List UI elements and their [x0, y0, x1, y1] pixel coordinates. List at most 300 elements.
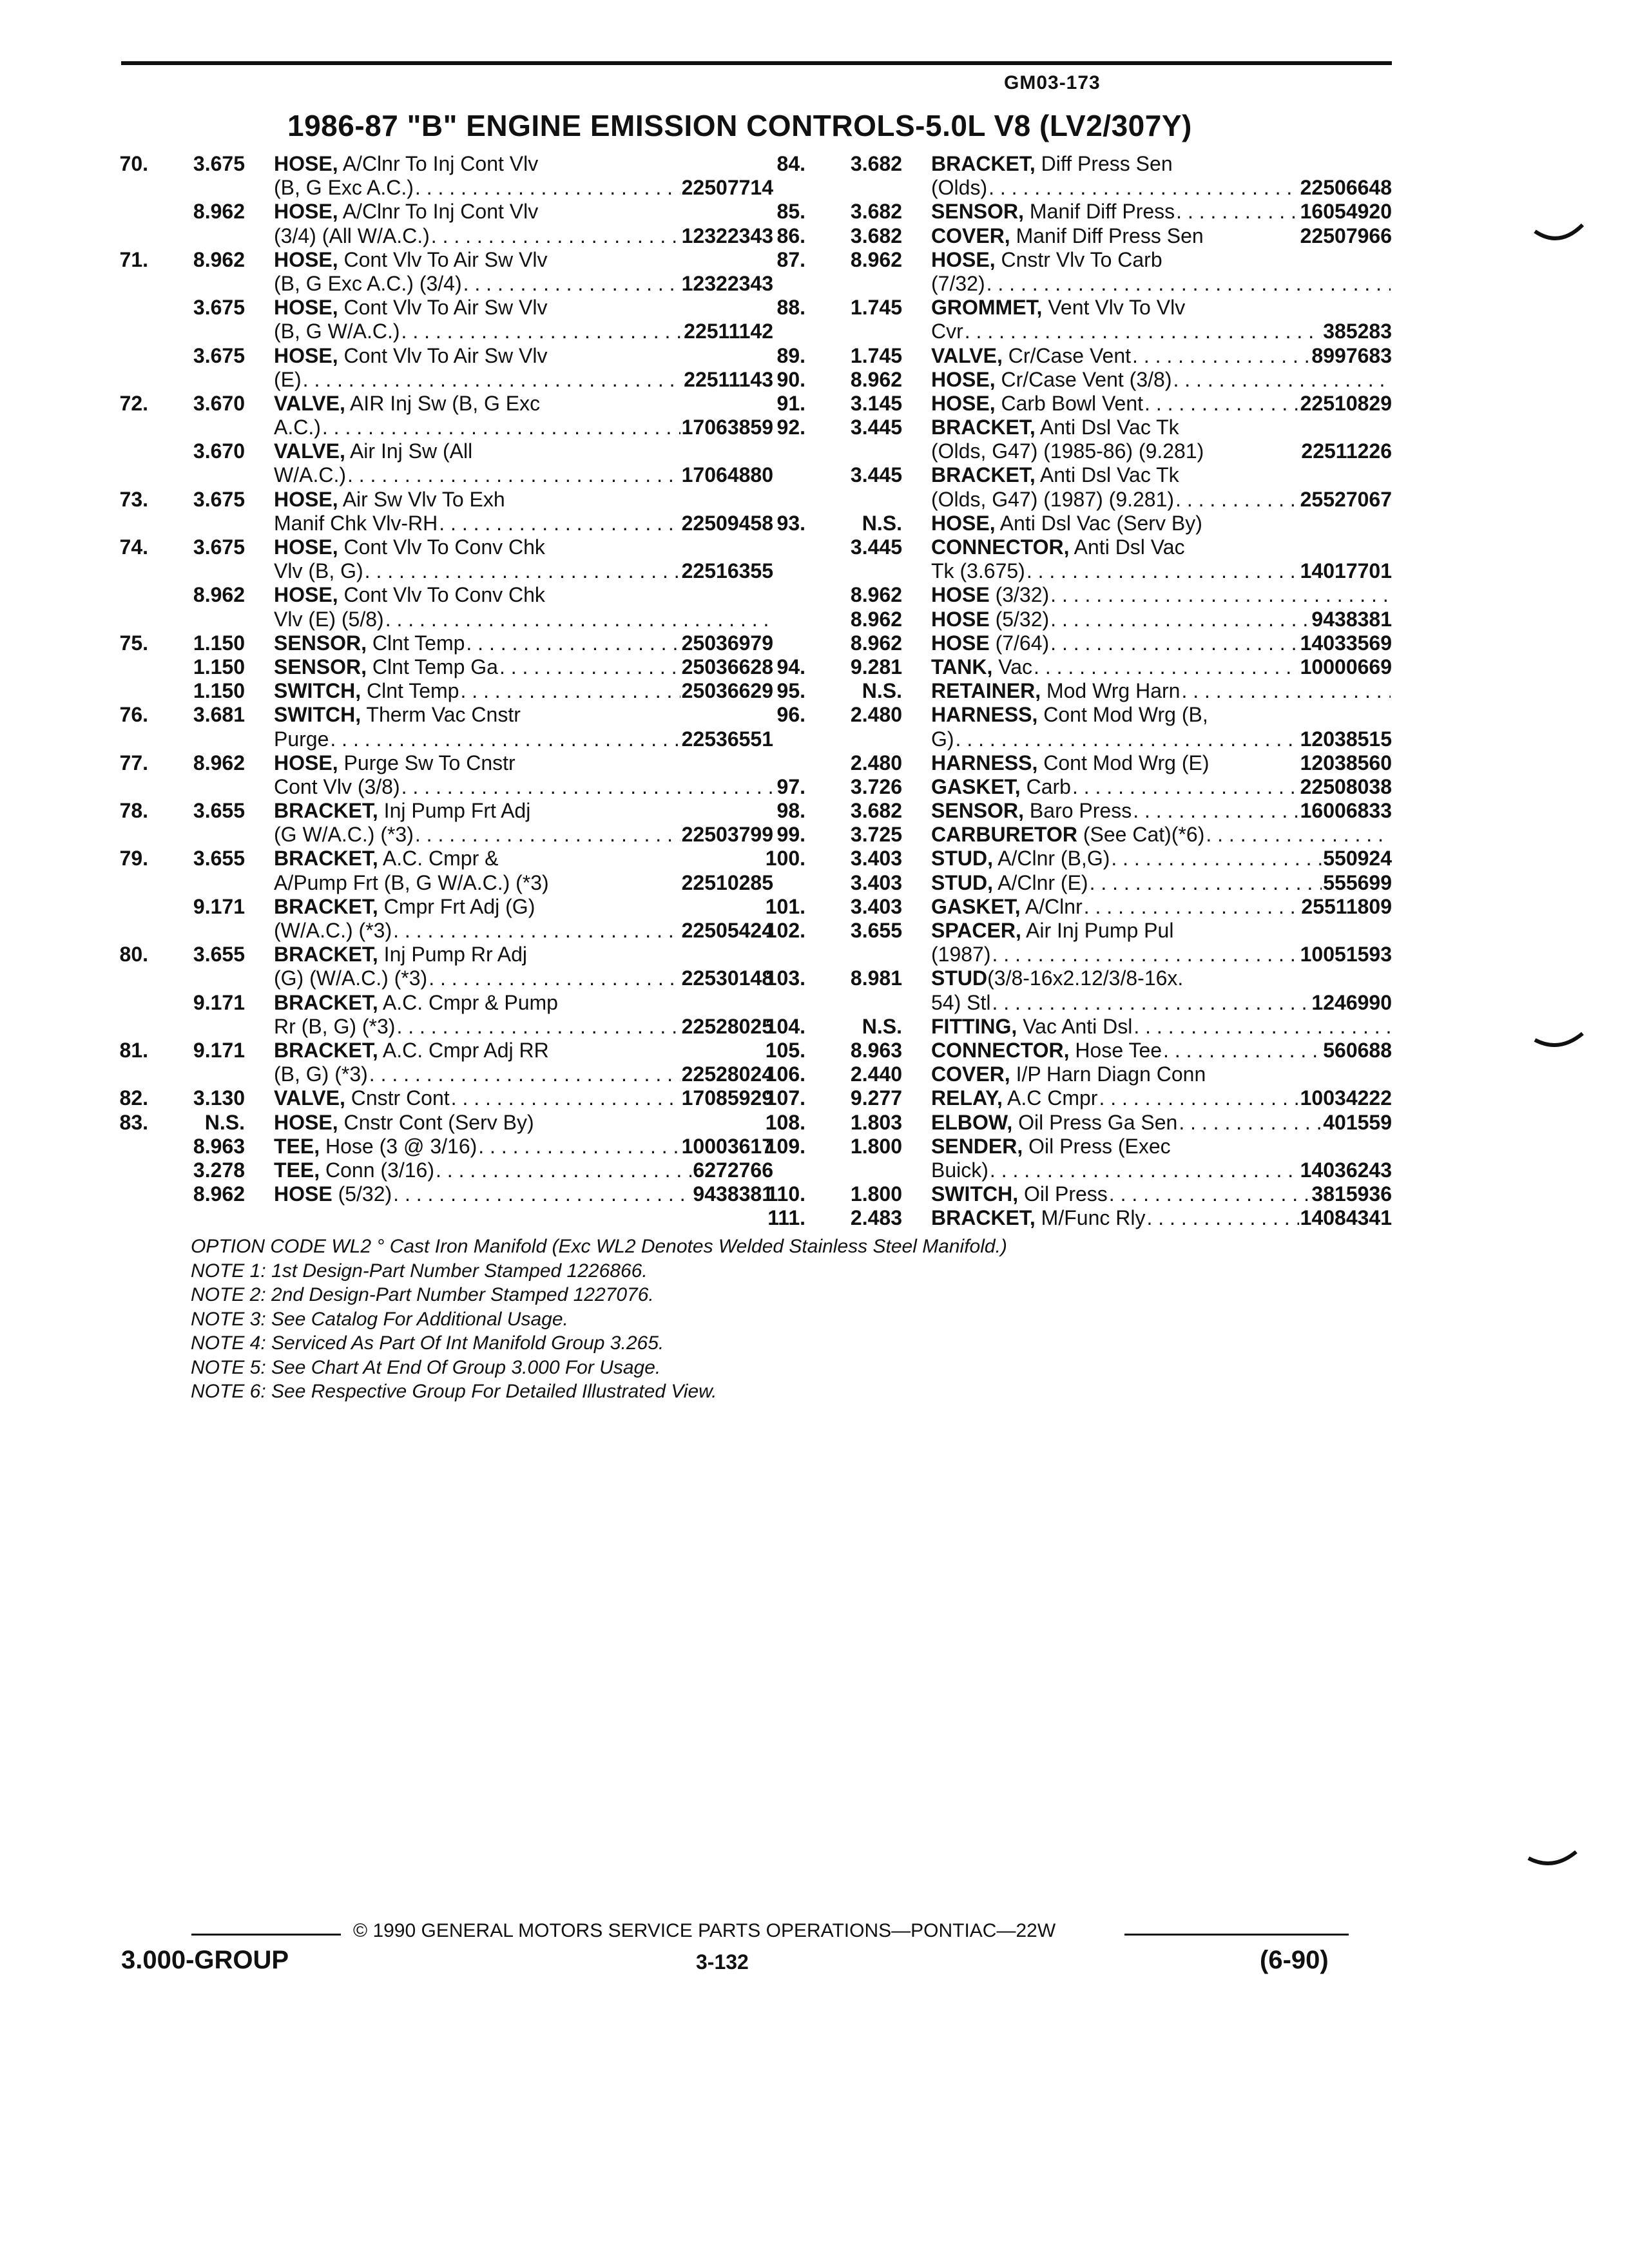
group-number: 3.278 [193, 1158, 245, 1182]
description-text: TEE, Conn (3/16) [274, 1158, 434, 1182]
group-number: 1.745 [850, 343, 902, 367]
ref-number: 103. [765, 966, 805, 990]
part-line [103, 1062, 773, 1086]
page-number: 3-132 [696, 1950, 749, 1974]
part-line [760, 943, 1392, 966]
part-line [760, 200, 1392, 224]
part-line [760, 895, 1392, 919]
group-number: 3.675 [193, 152, 245, 175]
group-number: 3.675 [193, 535, 245, 559]
part-line [760, 1086, 1392, 1110]
part-description [274, 608, 773, 631]
part-description [274, 919, 773, 943]
ref-number: 88. [776, 296, 805, 320]
group-number: 8.962 [193, 247, 245, 271]
part-description [274, 775, 773, 799]
dot-leader [401, 775, 772, 799]
ref-number: 76. [119, 703, 148, 727]
part-line [103, 799, 773, 823]
part-number: 22506648 [1300, 176, 1392, 200]
dot-leader [1050, 608, 1310, 631]
group-number: 3.655 [850, 919, 902, 942]
part-number: 1246990 [1311, 990, 1392, 1014]
description-text: HOSE, Cont Vlv To Air Sw Vlv [274, 343, 548, 367]
description-text: Buick) [931, 1158, 988, 1182]
description-text: VALVE, Cr/Case Vent [931, 343, 1132, 367]
description-text: COVER, Manif Diff Press Sen [931, 224, 1204, 247]
part-description [931, 1206, 1392, 1230]
part-line [103, 200, 773, 224]
note-line: OPTION CODE WL2 ° Cast Iron Manifold (Exc WL2 Denotes Welded Stainless Steel Manifold.) [191, 1236, 1007, 1257]
group-number: 8.962 [850, 247, 902, 271]
part-number: 25036628 [681, 655, 773, 678]
description-text: HOSE, A/Clnr To Inj Cont Vlv [274, 152, 539, 175]
part-description [931, 176, 1392, 200]
part-number: 12038515 [1300, 727, 1392, 751]
description-text: (G) (W/A.C.) (*3) [274, 966, 428, 990]
part-number: 22511143 [684, 367, 773, 391]
part-line [760, 535, 1392, 559]
part-description [931, 679, 1392, 703]
ref-number: 92. [776, 416, 805, 439]
part-description [274, 679, 773, 703]
part-line [103, 631, 773, 655]
ref-number: 81. [119, 1038, 148, 1062]
part-line [760, 631, 1392, 655]
part-description [931, 583, 1392, 607]
ref-number: 71. [119, 247, 148, 271]
footer-rule-right [1124, 1934, 1349, 1936]
part-line [760, 463, 1392, 487]
part-number: 16054920 [1300, 200, 1392, 224]
part-line [760, 1158, 1392, 1182]
part-description [931, 727, 1392, 751]
description-text: CONNECTOR, Hose Tee [931, 1038, 1162, 1062]
description-text: SWITCH, Therm Vac Cnstr [274, 703, 521, 727]
ref-number: 101. [765, 894, 805, 918]
part-number: 9438381 [1311, 607, 1392, 631]
description-text: BRACKET, Anti Dsl Vac Tk [931, 463, 1179, 487]
part-number: 22528024 [681, 1062, 773, 1086]
part-description [274, 176, 773, 200]
ref-number: 89. [776, 343, 805, 367]
ref-number: 85. [776, 200, 805, 224]
dot-leader [1163, 1039, 1322, 1062]
group-number: 8.962 [193, 751, 245, 774]
part-number: 25511809 [1301, 894, 1392, 918]
part-number: 16006833 [1300, 799, 1392, 823]
top-rule [121, 61, 1392, 65]
part-line [103, 943, 773, 966]
description-text: Cont Vlv (3/8) [274, 774, 400, 798]
dot-leader [303, 368, 683, 392]
description-text: BRACKET, A.C. Cmpr & Pump [274, 990, 558, 1014]
part-line [103, 272, 773, 296]
description-text: ELBOW, Oil Press Ga Sen [931, 1110, 1178, 1134]
group-number: 8.962 [193, 583, 245, 607]
part-description [931, 871, 1392, 895]
description-text: STUD, A/Clnr (E) [931, 870, 1088, 894]
part-number: 22510829 [1300, 391, 1392, 415]
part-description [274, 272, 773, 296]
description-text: HOSE, Anti Dsl Vac (Serv By) [931, 511, 1202, 535]
dot-leader [460, 679, 680, 703]
part-description [274, 655, 773, 679]
group-number: 9.171 [193, 1038, 245, 1062]
part-line [760, 1015, 1392, 1039]
description-text: (7/32) [931, 271, 985, 295]
part-line [103, 919, 773, 943]
part-description [274, 751, 773, 775]
group-number: 3.670 [193, 439, 245, 463]
part-description [931, 895, 1392, 919]
part-line [103, 152, 773, 176]
part-number: 22507714 [681, 176, 773, 200]
part-line [103, 871, 773, 895]
part-line [760, 583, 1392, 607]
dot-leader [1027, 559, 1299, 583]
description-text: HOSE, Cont Vlv To Air Sw Vlv [274, 296, 548, 320]
part-description [274, 512, 773, 535]
note-line: NOTE 2: 2nd Design-Part Number Stamped 1227076. [191, 1284, 654, 1305]
group-label: 3.000-GROUP [121, 1946, 289, 1974]
part-line [760, 320, 1392, 343]
parts-column-left [103, 152, 773, 1206]
ref-number: 111. [767, 1206, 805, 1230]
ref-number: 105. [765, 1038, 805, 1062]
part-description [931, 296, 1392, 320]
part-number: 401559 [1323, 1110, 1392, 1134]
description-text: Cvr [931, 320, 963, 343]
part-line [103, 895, 773, 919]
part-line [103, 703, 773, 727]
part-line [760, 272, 1392, 296]
part-description [931, 751, 1392, 775]
group-number: 3.445 [850, 535, 902, 559]
part-number: 17063859 [681, 416, 773, 439]
group-number: 3.655 [193, 847, 245, 870]
part-number: 14033569 [1300, 631, 1392, 655]
part-line [760, 559, 1392, 583]
group-number: 3.682 [850, 799, 902, 823]
part-description [931, 1062, 1392, 1086]
part-description [931, 368, 1392, 392]
part-description [274, 463, 773, 487]
part-line [103, 559, 773, 583]
description-text: (E) [274, 367, 302, 391]
part-line [103, 1086, 773, 1110]
part-description [274, 152, 773, 176]
dot-leader [1175, 488, 1299, 512]
dot-leader [987, 272, 1391, 296]
part-description [931, 919, 1392, 943]
group-number: 3.682 [850, 152, 902, 175]
part-line [760, 344, 1392, 368]
part-description [931, 1039, 1392, 1062]
part-line [760, 847, 1392, 870]
description-text: HARNESS, Cont Mod Wrg (E) [931, 751, 1210, 774]
ref-number: 110. [766, 1182, 805, 1206]
part-description [931, 1086, 1392, 1110]
part-description [931, 488, 1392, 512]
group-number: 9.171 [193, 894, 245, 918]
group-number: 8.962 [850, 583, 902, 607]
description-text: (B, G W/A.C.) [274, 320, 400, 343]
part-line [103, 248, 773, 272]
description-text: VALVE, AIR Inj Sw (B, G Exc [274, 391, 541, 415]
dot-leader [1072, 775, 1299, 799]
description-text: BRACKET, Inj Pump Rr Adj [274, 943, 527, 966]
group-number: 8.962 [193, 200, 245, 224]
dot-leader [1173, 368, 1391, 392]
group-number: 3.726 [850, 774, 902, 798]
part-line [760, 608, 1392, 631]
group-number: 8.962 [850, 631, 902, 655]
part-line [760, 727, 1392, 751]
ref-number: 100. [765, 847, 805, 870]
description-text: Vlv (B, G) [274, 559, 363, 583]
part-line [760, 176, 1392, 200]
description-text: G) [931, 727, 954, 751]
group-number: 3.403 [850, 847, 902, 870]
description-text: BRACKET, Anti Dsl Vac Tk [931, 416, 1179, 439]
part-number: 17085929 [681, 1086, 773, 1110]
part-description [274, 296, 773, 320]
ref-number: 78. [119, 799, 148, 823]
part-line [103, 679, 773, 703]
part-number: 22505424 [681, 919, 773, 942]
description-text: Rr (B, G) (*3) [274, 1014, 396, 1038]
part-line [103, 1182, 773, 1206]
part-line [760, 1182, 1392, 1206]
description-text: BRACKET, A.C. Cmpr & [274, 847, 499, 870]
ref-number: 96. [776, 703, 805, 727]
group-number: 8.981 [850, 966, 902, 990]
part-description [274, 847, 773, 870]
part-description [931, 152, 1392, 176]
group-number: 3.675 [193, 343, 245, 367]
part-line [103, 416, 773, 439]
group-number: 8.963 [193, 1134, 245, 1158]
part-number: 22511226 [1301, 439, 1392, 463]
ref-number: 79. [119, 847, 148, 870]
ref-number: 95. [776, 679, 805, 703]
dot-leader [369, 1062, 680, 1086]
dot-leader [1034, 655, 1299, 679]
description-text: (Olds, G47) (1985-86) (9.281) [931, 439, 1204, 463]
part-line [760, 296, 1392, 320]
part-number: 14017701 [1300, 559, 1392, 583]
part-number: 22507966 [1300, 224, 1392, 247]
part-description [274, 966, 773, 990]
ref-number: 83. [119, 1110, 148, 1134]
part-description [274, 392, 773, 416]
group-number: 1.803 [850, 1110, 902, 1134]
group-number: 3.670 [193, 391, 245, 415]
description-text: Purge [274, 727, 329, 751]
part-line [103, 392, 773, 416]
dot-leader [965, 320, 1322, 343]
dot-leader [1133, 1015, 1391, 1039]
description-text: (G W/A.C.) (*3) [274, 823, 414, 847]
description-text: FITTING, Vac Anti Dsl [931, 1014, 1133, 1038]
group-number: 3.130 [193, 1086, 245, 1110]
group-number: N.S. [862, 511, 902, 535]
part-description [274, 1158, 773, 1182]
group-number: 1.150 [193, 679, 245, 703]
part-line [103, 296, 773, 320]
part-description [931, 224, 1392, 248]
dot-leader [956, 727, 1299, 751]
group-number: 3.403 [850, 894, 902, 918]
part-number: 22511142 [684, 320, 773, 343]
part-line [103, 655, 773, 679]
dot-leader [1176, 200, 1298, 224]
dot-leader [1181, 679, 1391, 703]
ref-number: 84. [776, 152, 805, 175]
dot-leader [415, 823, 680, 847]
group-number: 9.281 [850, 655, 902, 678]
part-number: 25036979 [681, 631, 773, 655]
description-text: CONNECTOR, Anti Dsl Vac [931, 535, 1185, 559]
group-number: 8.962 [850, 607, 902, 631]
part-line [103, 488, 773, 512]
group-number: 3.725 [850, 823, 902, 847]
part-description [931, 344, 1392, 368]
document-code: GM03-173 [1004, 72, 1101, 93]
note-line: NOTE 4: Serviced As Part Of Int Manifold Group 3.265. [191, 1332, 664, 1354]
part-line [760, 392, 1392, 416]
part-line [760, 368, 1392, 392]
description-text: HOSE (7/64) [931, 631, 1050, 655]
part-line [103, 847, 773, 870]
group-number: 3.681 [193, 703, 245, 727]
notes-block [191, 1235, 1007, 1404]
part-line [103, 320, 773, 343]
part-line [760, 966, 1392, 990]
description-text: HOSE, Cont Vlv To Conv Chk [274, 535, 545, 559]
part-line [760, 823, 1392, 847]
description-text: SENSOR, Clnt Temp [274, 631, 465, 655]
revision-date: (6-90) [1260, 1946, 1329, 1974]
part-number: 22530148 [681, 966, 773, 990]
group-number: 3.445 [850, 463, 902, 487]
dot-leader [499, 655, 680, 679]
ref-number: 90. [776, 367, 805, 391]
part-description [931, 1135, 1392, 1158]
dot-leader [365, 559, 680, 583]
description-text: HOSE, Cr/Case Vent (3/8) [931, 367, 1172, 391]
description-text: VALVE, Cnstr Cont [274, 1086, 450, 1110]
dot-leader [431, 224, 680, 248]
dot-leader [1132, 344, 1310, 368]
part-line [760, 248, 1392, 272]
dot-leader [451, 1086, 680, 1110]
part-line [760, 1111, 1392, 1135]
description-text: GASKET, Carb [931, 774, 1071, 798]
dot-leader [1050, 583, 1391, 607]
description-text: SENSOR, Baro Press [931, 799, 1132, 823]
part-number: 22510285 [681, 870, 773, 894]
part-line [760, 1062, 1392, 1086]
ref-number: 74. [119, 535, 148, 559]
part-description [931, 703, 1392, 727]
part-number: 12322343 [681, 271, 773, 295]
dot-leader [393, 919, 680, 943]
description-text: RELAY, A.C Cmpr [931, 1086, 1098, 1110]
group-number: 1.800 [850, 1182, 902, 1206]
description-text: SENSOR, Clnt Temp Ga [274, 655, 498, 678]
group-number: N.S. [862, 1014, 902, 1038]
ref-number: 93. [776, 511, 805, 535]
dot-leader [1144, 392, 1299, 416]
part-description [931, 416, 1392, 439]
part-description [931, 1158, 1392, 1182]
description-text: BRACKET, Cmpr Frt Adj (G) [274, 894, 535, 918]
part-description [931, 799, 1392, 823]
dot-leader [988, 176, 1299, 200]
part-description [274, 344, 773, 368]
group-number: 2.440 [850, 1062, 902, 1086]
part-number: 22536551 [681, 727, 773, 751]
group-number: 3.682 [850, 224, 902, 247]
part-description [931, 966, 1392, 990]
description-text: (Olds, G47) (1987) (9.281) [931, 487, 1175, 511]
ref-number: 97. [776, 774, 805, 798]
copyright-text: © 1990 GENERAL MOTORS SERVICE PARTS OPERATIONS—PONTIAC—22W [353, 1920, 1056, 1941]
description-text: TEE, Hose (3 @ 3/16) [274, 1134, 477, 1158]
description-text: HOSE (5/32) [931, 607, 1050, 631]
description-text: BRACKET, Inj Pump Frt Adj [274, 799, 531, 823]
part-line [760, 775, 1392, 799]
part-description [274, 439, 773, 463]
part-line [103, 1039, 773, 1062]
group-number: 3.403 [850, 870, 902, 894]
ref-number: 70. [119, 152, 148, 175]
ref-number: 108. [765, 1110, 805, 1134]
group-number: 8.962 [193, 1182, 245, 1206]
part-description [274, 943, 773, 966]
description-text: SENSOR, Manif Diff Press [931, 200, 1175, 224]
description-text: HOSE, Cnstr Cont (Serv By) [274, 1110, 534, 1134]
part-description [274, 368, 773, 392]
part-number: 22508038 [1300, 774, 1392, 798]
dot-leader [1084, 895, 1300, 919]
part-description [931, 847, 1392, 870]
group-number: 3.655 [193, 799, 245, 823]
part-line [760, 224, 1392, 248]
part-line [760, 416, 1392, 439]
description-text: COVER, I/P Harn Diagn Conn [931, 1062, 1206, 1086]
dot-leader [415, 176, 680, 200]
part-line [760, 703, 1392, 727]
ref-number: 104. [765, 1014, 805, 1038]
dot-leader [1179, 1111, 1322, 1135]
description-text: VALVE, Air Inj Sw (All [274, 439, 473, 463]
part-description [931, 775, 1392, 799]
description-text: STUD(3/8-16x2.12/3/8-16x. [931, 966, 1184, 990]
part-line [103, 344, 773, 368]
description-text: W/A.C.) [274, 463, 346, 487]
ref-number: 87. [776, 247, 805, 271]
description-text: RETAINER, Mod Wrg Harn [931, 679, 1181, 703]
group-number: 3.675 [193, 487, 245, 511]
part-description [931, 463, 1392, 487]
part-description [274, 200, 773, 224]
part-number: 6272766 [693, 1158, 773, 1182]
note-line: NOTE 5: See Chart At End Of Group 3.000 For Usage. [191, 1356, 661, 1378]
part-description [931, 200, 1392, 224]
